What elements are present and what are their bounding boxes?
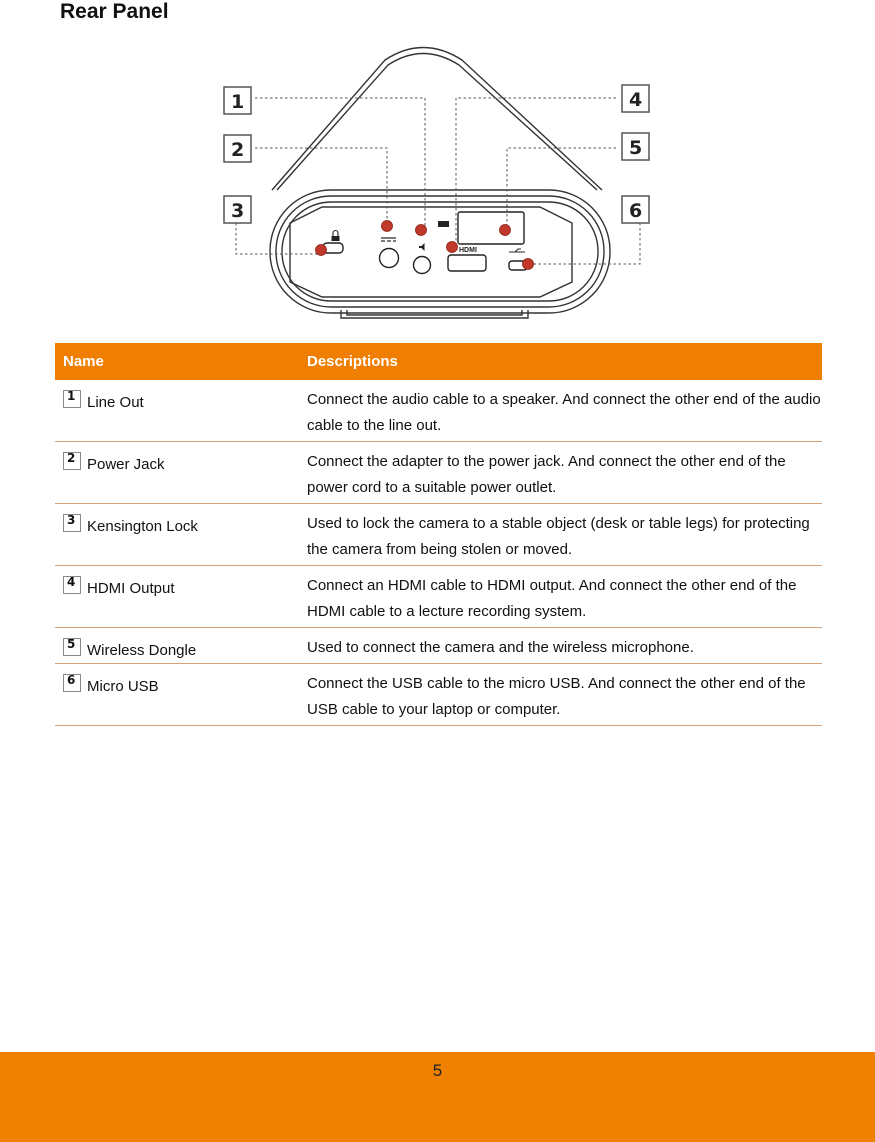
line-out-jack bbox=[414, 257, 431, 274]
hdmi-port-label: HDMI bbox=[459, 247, 477, 254]
wireless-dongle-slot bbox=[458, 212, 524, 244]
header-name: Name bbox=[55, 343, 300, 380]
callout-2: 2 bbox=[231, 139, 245, 161]
item-name: Micro USB bbox=[87, 678, 159, 695]
callout-6: 6 bbox=[629, 200, 643, 222]
lock-icon bbox=[333, 231, 338, 236]
rear-panel-diagram bbox=[210, 40, 670, 330]
item-name: Line Out bbox=[87, 394, 144, 411]
table-row bbox=[55, 628, 822, 664]
page-title: Rear Panel bbox=[60, 0, 169, 23]
port-icons bbox=[332, 221, 526, 254]
header-descriptions: Descriptions bbox=[300, 343, 822, 380]
speaker-icon bbox=[419, 243, 425, 251]
item-number-box: 4 bbox=[63, 576, 81, 594]
callout-5: 5 bbox=[629, 137, 643, 159]
table-row bbox=[55, 664, 822, 726]
table-row bbox=[55, 380, 822, 442]
item-name: Wireless Dongle bbox=[87, 642, 197, 659]
rear-panel-table bbox=[55, 343, 822, 726]
power-jack bbox=[380, 249, 399, 268]
item-description: Used to connect the camera and the wireless microphone. bbox=[300, 628, 822, 664]
device-outline bbox=[270, 48, 610, 319]
ports bbox=[323, 212, 527, 274]
item-name: HDMI Output bbox=[87, 580, 175, 597]
item-description: Connect the adapter to the power jack. And connect the other end of the power cord to a suitable power outlet. bbox=[300, 442, 822, 504]
lock-icon-body bbox=[332, 236, 340, 241]
callout-1: 1 bbox=[231, 91, 245, 113]
table-row bbox=[55, 566, 822, 628]
item-number-box: 6 bbox=[63, 674, 81, 692]
page-number: 5 bbox=[432, 1061, 443, 1080]
callout-3: 3 bbox=[231, 200, 245, 222]
item-name: Power Jack bbox=[87, 456, 165, 473]
item-number-box: 3 bbox=[63, 514, 81, 532]
item-number-box: 1 bbox=[63, 390, 81, 408]
callout-leaders bbox=[236, 98, 643, 264]
dc-power-icon bbox=[381, 238, 396, 241]
item-description: Used to lock the camera to a stable object (desk or table legs) for protecting the camera from being stolen or moved. bbox=[300, 504, 822, 566]
item-number-box: 2 bbox=[63, 452, 81, 470]
item-number-box: 5 bbox=[63, 638, 81, 656]
callout-4: 4 bbox=[629, 89, 643, 111]
page-footer bbox=[0, 1052, 875, 1142]
table-header-row bbox=[55, 343, 822, 380]
item-description: Connect the audio cable to a speaker. And connect the other end of the audio cable to the line out. bbox=[300, 380, 822, 442]
item-description: Connect the USB cable to the micro USB. And connect the other end of the USB cable to your laptop or computer. bbox=[300, 664, 822, 726]
table-row bbox=[55, 442, 822, 504]
item-description: Connect an HDMI cable to HDMI output. And connect the other end of the HDMI cable to a lecture recording system. bbox=[300, 566, 822, 628]
usb-icon bbox=[509, 249, 525, 252]
wireless-icon bbox=[438, 221, 449, 227]
hdmi-port bbox=[448, 255, 486, 271]
item-name: Kensington Lock bbox=[87, 518, 198, 535]
table-row bbox=[55, 504, 822, 566]
